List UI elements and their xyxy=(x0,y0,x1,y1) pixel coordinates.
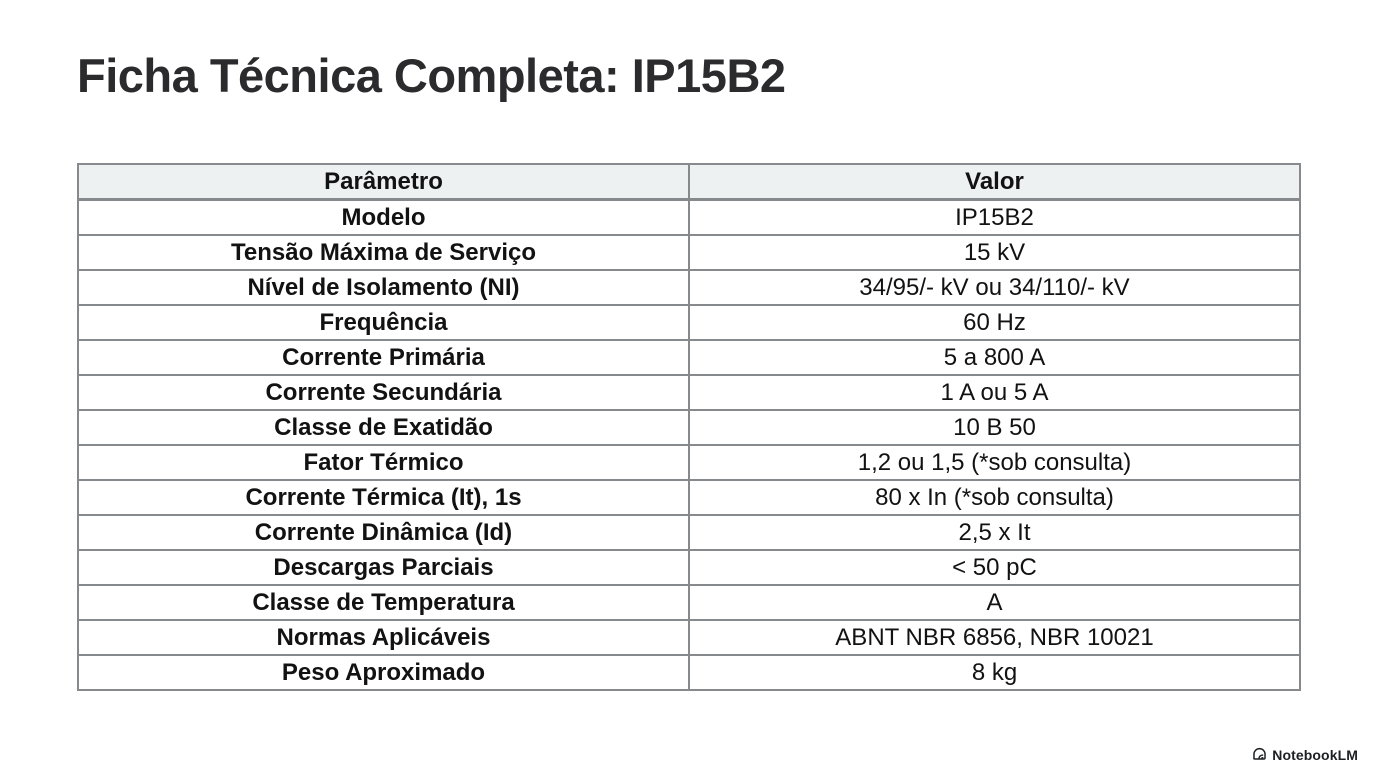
table-row xyxy=(78,200,1300,236)
table-row xyxy=(78,480,1300,515)
parametro-cell: Normas Aplicáveis xyxy=(78,620,689,655)
table-row xyxy=(78,375,1300,410)
valor-cell: 2,5 x It xyxy=(689,515,1300,550)
valor-cell: 1 A ou 5 A xyxy=(689,375,1300,410)
header-row xyxy=(78,164,1300,200)
table-row xyxy=(78,655,1300,690)
valor-cell: A xyxy=(689,585,1300,620)
notebooklm-logo-icon xyxy=(1251,746,1268,763)
parametro-cell: Nível de Isolamento (NI) xyxy=(78,270,689,305)
table-row xyxy=(78,585,1300,620)
parametro-cell: Corrente Primária xyxy=(78,340,689,375)
valor-cell: 34/95/- kV ou 34/110/- kV xyxy=(689,270,1300,305)
table-row xyxy=(78,305,1300,340)
valor-cell: 5 a 800 A xyxy=(689,340,1300,375)
parametro-cell: Classe de Temperatura xyxy=(78,585,689,620)
column-header-valor: Valor xyxy=(689,164,1300,200)
table-row xyxy=(78,445,1300,480)
parametro-cell: Corrente Secundária xyxy=(78,375,689,410)
parametro-cell: Tensão Máxima de Serviço xyxy=(78,235,689,270)
table-row xyxy=(78,515,1300,550)
notebooklm-badge xyxy=(1251,746,1358,763)
table-row xyxy=(78,340,1300,375)
valor-cell: ABNT NBR 6856, NBR 10021 xyxy=(689,620,1300,655)
table-row xyxy=(78,620,1300,655)
valor-cell: < 50 pC xyxy=(689,550,1300,585)
parametro-cell: Frequência xyxy=(78,305,689,340)
spec-table xyxy=(77,163,1301,691)
valor-cell: 1,2 ou 1,5 (*sob consulta) xyxy=(689,445,1300,480)
parametro-cell: Descargas Parciais xyxy=(78,550,689,585)
column-header-parametro: Parâmetro xyxy=(78,164,689,200)
table-row xyxy=(78,410,1300,445)
valor-cell: IP15B2 xyxy=(689,200,1300,236)
table-row xyxy=(78,550,1300,585)
parametro-cell: Fator Térmico xyxy=(78,445,689,480)
parametro-cell: Classe de Exatidão xyxy=(78,410,689,445)
table-row xyxy=(78,235,1300,270)
parametro-cell: Corrente Térmica (It), 1s xyxy=(78,480,689,515)
parametro-cell: Modelo xyxy=(78,200,689,236)
notebooklm-brand-label: NotebookLM xyxy=(1272,746,1358,763)
parametro-cell: Peso Aproximado xyxy=(78,655,689,690)
spec-table-header xyxy=(78,164,1300,200)
spec-table-body xyxy=(78,200,1300,691)
table-row xyxy=(78,270,1300,305)
valor-cell: 60 Hz xyxy=(689,305,1300,340)
page-title: Ficha Técnica Completa: IP15B2 xyxy=(77,49,786,102)
valor-cell: 10 B 50 xyxy=(689,410,1300,445)
parametro-cell: Corrente Dinâmica (Id) xyxy=(78,515,689,550)
valor-cell: 15 kV xyxy=(689,235,1300,270)
valor-cell: 8 kg xyxy=(689,655,1300,690)
valor-cell: 80 x In (*sob consulta) xyxy=(689,480,1300,515)
